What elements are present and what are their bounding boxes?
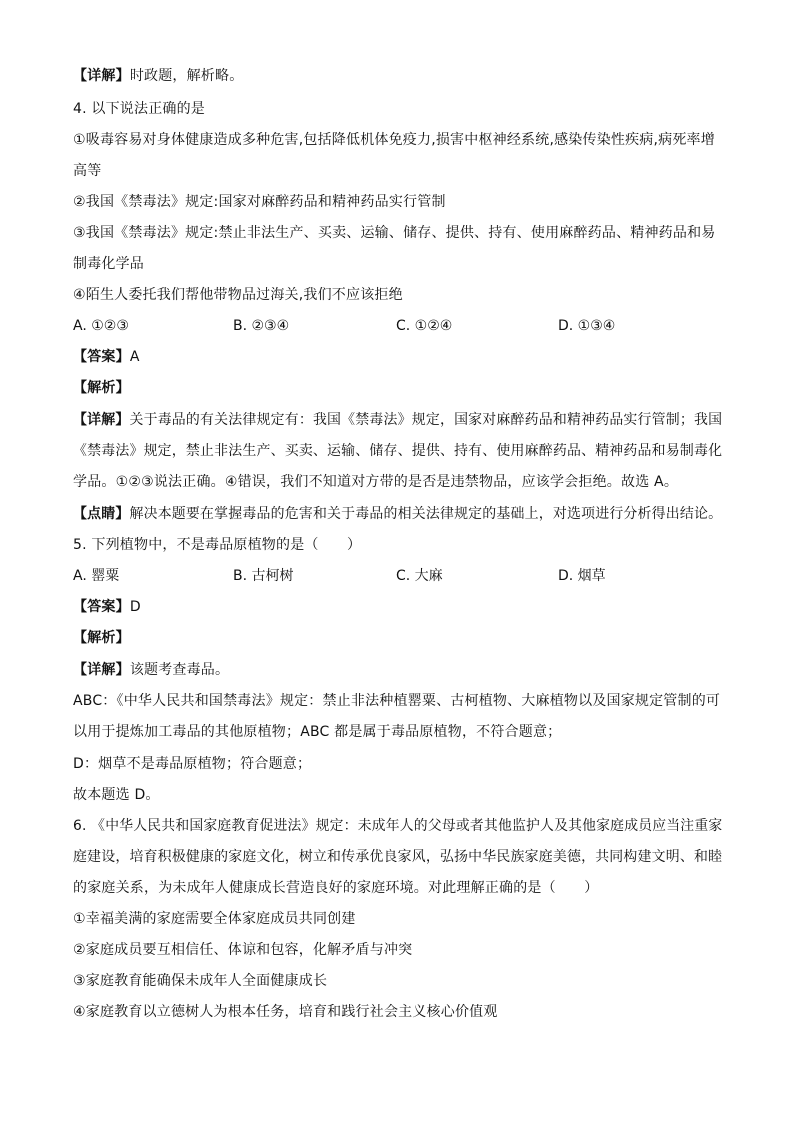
q4-statement-3-cont: 制毒化学品 xyxy=(73,256,144,272)
q5-detail-line-3: D：烟草不是毒品原植物；符合题意； xyxy=(73,756,312,772)
q5-detail-line-4: 故本题选 D。 xyxy=(73,787,160,803)
q4-option-c: C. ①②④ xyxy=(396,318,453,334)
q5-stem: 5. 下列植物中，不是毒品原植物的是（ ） xyxy=(73,537,362,553)
q3-detail: 【详解】时政题，解析略。 xyxy=(73,68,244,84)
q4-option-b: B. ②③④ xyxy=(233,318,290,334)
q4-tip: 【点睛】解决本题要在掌握毒品的危害和关于毒品的相关法律规定的基础上，对选项进行分析得出结论。 xyxy=(73,506,723,522)
q4-statement-3: ③我国《禁毒法》规定:禁止非法生产、买卖、运输、储存、提供、持有、使用麻醉药品、精神药品和易 xyxy=(73,225,716,241)
q6-stem-line-2: 庭建设，培育积极健康的家庭文化，树立和传承优良家风，弘扬中华民族家庭美德，共同构建文明、和睦 xyxy=(73,849,723,865)
q4-detail-line-3: 学品。①②③说法正确。④错误，我们不知道对方带的是否是违禁物品，应该学会拒绝。故选 A。 xyxy=(73,474,679,490)
q5-option-d: D. 烟草 xyxy=(558,568,606,584)
q6-statement-1: ①幸福美满的家庭需要全体家庭成员共同创建 xyxy=(73,911,356,927)
q6-stem-line-3: 的家庭关系，为未成年人健康成长营造良好的家庭环境。对此理解正确的是（ ） xyxy=(73,880,599,896)
q5-option-c: C. 大麻 xyxy=(396,568,443,584)
q5-detail-line-2: 以用于提炼加工毒品的其他原植物；ABC 都是属于毒品原植物，不符合题意； xyxy=(73,724,562,740)
q4-statement-1-cont: 高等 xyxy=(73,163,102,179)
q6-statement-3: ③家庭教育能确保未成年人全面健康成长 xyxy=(73,973,328,989)
q5-analysis-heading: 【解析】 xyxy=(73,630,130,646)
q5-detail: 【详解】该题考查毒品。 xyxy=(73,662,230,678)
q4-detail-line-1: 【详解】关于毒品的有关法律规定有：我国《禁毒法》规定，国家对麻醉药品和精神药品实行管制；我国 xyxy=(73,412,723,428)
q4-option-a: A. ①②③ xyxy=(73,318,129,334)
q4-analysis-heading: 【解析】 xyxy=(73,380,130,396)
q4-answer: 【答案】A xyxy=(73,349,140,365)
q4-statement-4: ④陌生人委托我们帮他带物品过海关,我们不应该拒绝 xyxy=(73,287,403,303)
q5-option-b: B. 古柯树 xyxy=(233,568,294,584)
q6-statement-4: ④家庭教育以立德树人为根本任务，培育和践行社会主义核心价值观 xyxy=(73,1004,498,1020)
q4-detail-line-2: 《禁毒法》规定，禁止非法生产、买卖、运输、储存、提供、持有、使用麻醉药品、精神药品和易制毒化 xyxy=(73,443,723,459)
q5-option-a: A. 罂粟 xyxy=(73,568,120,584)
q4-stem: 4. 以下说法正确的是 xyxy=(73,101,206,117)
q5-detail-line-1: ABC：《中华人民共和国禁毒法》规定：禁止非法种植罂粟、古柯植物、大麻植物以及国家规定管制的可 xyxy=(73,693,721,709)
q6-stem-line-1: 6. 《中华人民共和国家庭教育促进法》规定：未成年人的父母或者其他监护人及其他家庭成员应当注重家 xyxy=(73,818,723,834)
q5-answer: 【答案】D xyxy=(73,599,141,615)
q4-option-d: D. ①③④ xyxy=(558,318,616,334)
q4-statement-2: ②我国《禁毒法》规定:国家对麻醉药品和精神药品实行管制 xyxy=(73,194,446,210)
q6-statement-2: ②家庭成员要互相信任、体谅和包容，化解矛盾与冲突 xyxy=(73,942,413,958)
q4-statement-1: ①吸毒容易对身体健康造成多种危害,包括降低机体免疫力,损害中枢神经系统,感染传染性疾病,病死率增 xyxy=(73,132,715,148)
